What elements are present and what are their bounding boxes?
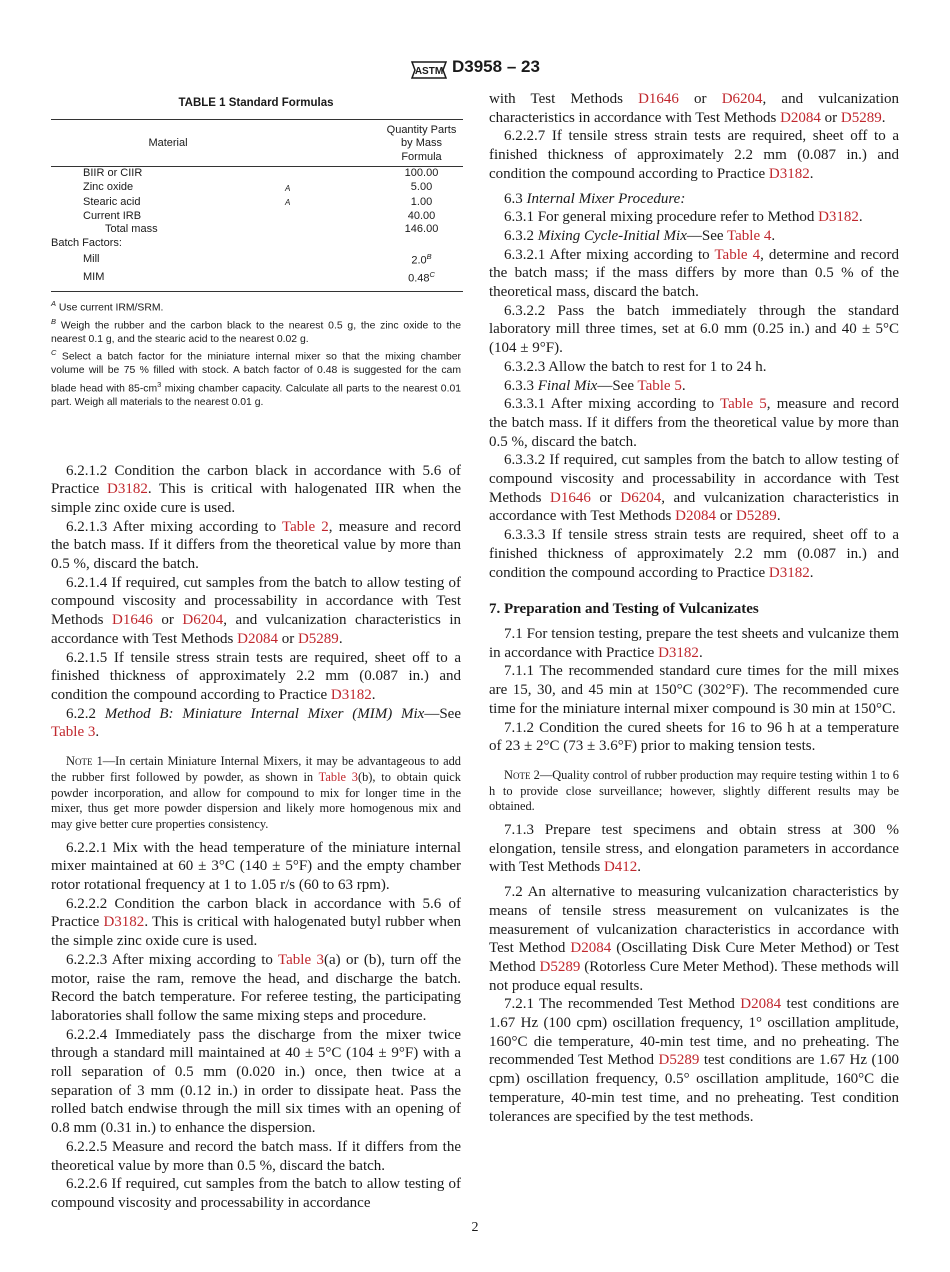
link-d1646[interactable]: D1646 [638,91,679,107]
link-table-3[interactable]: Table 3 [318,769,358,784]
paragraph-7-1: 7.1 For tension testing, prepare the test sheets and vulcanize them in accordance with Practice D3182. [489,625,899,661]
link-d2084[interactable]: D2084 [570,940,612,957]
link-d5289[interactable]: D5289 [297,630,339,647]
right-column [489,90,899,1126]
material-cell: MIM [51,268,285,291]
footnote-marker: B [426,252,432,262]
footnote-a: $^A$ Use current IRM/SRM. [51,298,164,313]
link-d3182[interactable]: D3182 [768,564,810,581]
quantity-cell: 40.00 [407,209,436,222]
standard-formulas-table [51,119,463,292]
paragraph-6-2-1-5: 6.2.1.5 If tensile stress strain tests are required, sheet off to a finished thickness of approximately 2.2 mm (0.087 in.) and condition the compound according to Practice D3182. [51,649,461,703]
table-row [51,223,463,237]
link-d6204[interactable]: D6204 [182,612,224,629]
paragraph-6-2-2-4: 6.2.2.4 Immediately pass the discharge from the mixer twice through a standard mill maintained at 40 ± 5°C (104 ± 9°F) with a roll separation of 0.5 mm (0.020 in.) once, then twice at a separation of 3 mm (0.12 in.) in order to dissipate heat. Pass the rolled batch endwise through the mill six times with an opening of 0.8 mm (0.31 in.) to enhance the dispersion. [51,1026,461,1137]
material-cell: Total mass [105,223,158,236]
material-cell: BIIR or CIIR [83,167,143,180]
paragraph-6-3-3-2: 6.3.3.2 If required, cut samples from the batch to allow testing of compound viscosity and processability in accordance with Test Methods D1646 or D6204, and vulcanization characteristics in accordance with Test Methods D2084 or D5289. [489,452,900,525]
quantity-cell: 5.00 [410,181,433,194]
quantity-cell: 100.00 [404,167,439,180]
link-d3182[interactable]: D3182 [818,209,859,226]
link-d2084[interactable]: D2084 [675,508,716,525]
table-row [51,250,463,268]
link-d3182[interactable]: D3182 [330,686,372,703]
footnote-b: $^B$ Weigh the rubber and the carbon black to the nearest 0.5 g, the zinc oxide to the nearest 0.1 g, and the stearic acid to the nearest 0.02 g. [51,316,461,345]
table-row [51,210,463,224]
paragraph-7-1-3: 7.1.3 Prepare test specimens and obtain stress at 300 % elongation, tensile stress, and elongation parameters in accordance with Test Methods D412. [489,822,899,876]
link-d1646[interactable]: D1646 [550,489,591,506]
table-row [51,268,463,291]
link-d2084[interactable]: D2084 [740,996,782,1013]
link-d3182[interactable]: D3182 [106,481,148,498]
quantity-cell: $0.48^C$ [380,268,463,291]
link-d6204[interactable]: D6204 [620,489,662,506]
link-table-3[interactable]: Table 3 [278,951,324,968]
paragraph-6-3-1: 6.3.1 For general mixing procedure refer to Method D3182. [504,209,863,226]
link-d2084[interactable]: D2084 [780,109,821,126]
astm-logo-icon [410,56,448,84]
paragraph-6-3-2: 6.3.2 Mixing Cycle-Initial Mix—See Table 4. [504,227,776,244]
quantity-cell: 146.00 [404,223,439,236]
link-table-5[interactable]: Table 5 [637,377,682,394]
page-number: 2 [471,1220,479,1235]
quantity-cell: $2.0^B$ [411,252,432,267]
link-d2084[interactable]: D2084 [237,630,278,647]
link-d412[interactable]: D412 [603,859,638,876]
table-footnotes [51,297,461,410]
material-cell: Current IRB [83,209,142,222]
document-id: D3958 – 23 [452,57,540,76]
link-d3182[interactable]: D3182 [103,914,145,931]
footnote-marker: C [429,270,435,280]
footnote-marker: A [285,183,291,193]
link-d6204[interactable]: D6204 [721,91,763,107]
paragraph-7-2: 7.2 An alternative to measuring vulcanization characteristics by means of tensile stress measurement on vulcanizates is the measurement of vulcanization characteristics in accordance with Test Method D2084 (Oscillating Disk Cure Meter Method) or Test Method D5289 (Rotorless Cure Meter Method). These methods will not produce equal results. [489,884,899,994]
table-row [51,195,463,210]
link-table-3[interactable]: Table 3 [51,724,96,741]
left-body-text [51,462,461,1213]
note-2: Note 2—Quality control of rubber production may require testing within 1 to 6 h to provide close surveillance; however, slightly different results may be obtained. [489,767,899,814]
footnote-c: $^C$ Select a batch factor for the miniature internal mixer so that the mixing chamber volume will be 75 % filled with stock. A batch factor of 0.48 is suggested for the cam blade head with $85-cm^3$ mixing chamber capacity. Calculate all parts to the nearest 0.01 part. Weigh all materials to the nearest 0.01 g. [51,348,462,408]
table-title: TABLE 1 Standard Formulas [178,97,334,109]
paragraph-6-2-2-3: 6.2.2.3 After mixing according to Table 3(a) or (b), turn off the motor, raise the ram, remove the head, and discharge the batch. Record the batch temperature. For referee testing, the participating laboratories shall follow the same mixing steps and procedure. [51,951,461,1024]
link-d1646[interactable]: D1646 [112,612,153,629]
material-cell: Batch Factors: [51,236,122,249]
paragraph-6-2-2: 6.2.2 Method B: Miniature Internal Mixer (MIM) Mix—See Table 3. [51,705,461,741]
footnote-marker: A [285,198,291,208]
link-table-4[interactable]: Table 4 [727,227,772,244]
logo-text: ASTM [414,66,444,77]
paragraph-6-2-2-2: 6.2.2.2 Condition the carbon black in accordance with 5.6 of Practice D3182. This is critical with halogenated butyl rubber when the simple zinc oxide cure is used. [51,895,461,950]
paragraph-7-2-1: 7.2.1 The recommended Test Method D2084 test conditions are 1.67 Hz (100 cpm) oscillation frequency, 1° oscillation amplitude, 160°C die temperature, 40-min test time, and no preheating. The recommended Test Method D5289 test conditions are 1.67 Hz (100 cpm) oscillation frequency, 0.5° oscillation amplitude, 160°C die temperature, 40-min test time, and no preheating. Test condition tolerances are specified by the test methods. [489,996,899,1125]
link-table-5[interactable]: Table 5 [720,396,767,413]
material-cell: Stearic acid [83,195,141,208]
paragraph-6-2-1-4: 6.2.1.4 If required, cut samples from the batch to allow testing of compound viscosity and processability in accordance with Test Methods D1646 or D6204, and vulcanization characteristics in accordance with Test Methods D2084 or D5289. [51,574,462,647]
left-column [51,90,461,1213]
table-header-row [51,119,463,167]
paragraph-6-2-2-1: 6.2.2.1 Mix with the head temperature of the miniature internal mixer maintained at 60 ± 3°C (140 ± 5°F) and the empty chamber rotor rotational frequency at 1 to 1.05 r/s (60 to 63 rpm). [51,839,461,894]
paragraph-6-2-1-3: 6.2.1.3 After mixing according to Table 2, measure and record the batch mass. If it differs from the theoretical value by more than 0.5 %, discard the batch. [51,518,461,573]
paragraph-6-3-2-1: 6.3.2.1 After mixing according to Table 4, determine and record the batch mass; if the mass differs by more than 0.5 % of the theoretical mass, discard the batch. [489,246,899,301]
note-1: Note 1—In certain Miniature Internal Mixers, it may be advantageous to add the rubber first followed by powder, as shown in Table 3(b), to obtain quick powder incorporation, and allow for compound to mix for longer time in the mixer, thus get more powder dispersion and likely more homogenous mix and may give better cure properties consistency. [51,754,461,831]
paragraph-7-1-2: 7.1.2 Condition the cured sheets for 16 to 96 h at a temperature of 23 ± 2°C (73 ± 3.6°F) prior to making tension tests. [489,719,899,755]
quantity-cell: 1.00 [410,195,433,208]
link-d5289[interactable]: D5289 [840,109,882,126]
link-d3182[interactable]: D3182 [658,644,699,661]
material-column-header: Material [51,119,285,167]
link-d5289[interactable]: D5289 [539,958,581,975]
paragraph-6-2-2-7: 6.2.2.7 If tensile stress strain tests are required, sheet off to a finished thickness of approximately 2.2 mm (0.087 in.) and condition the compound according to Practice D3182. [489,128,899,182]
paragraph-6-3-2-2: 6.3.2.2 Pass the batch immediately through the standard laboratory mill three times, set at 6.0 mm (0.25 in.) and 40 ± 5°C (104 ± 9°F). [489,302,899,357]
paragraph-6-3-3-1: 6.3.3.1 After mixing according to Table 5, measure and record the batch mass. If it differs from the theoretical value by more than 0.5 %, discard the batch. [489,396,899,450]
paragraph-6-2-1-2: 6.2.1.2 Condition the carbon black in accordance with 5.6 of Practice D3182. This is critical with halogenated IIR when the simple zinc oxide cure is used. [51,462,461,516]
table-row [51,167,463,181]
table-row [51,237,463,251]
page-header [0,56,950,84]
link-d3182[interactable]: D3182 [768,165,810,182]
link-table-4[interactable]: Table 4 [714,246,761,263]
section-7-heading: 7. Preparation and Testing of Vulcanizates [489,601,759,618]
paragraph-6-3: 6.3 Internal Mixer Procedure: [504,190,686,207]
paragraph-7-1-1: 7.1.1 The recommended standard cure times for the mill mixes are 15, 30, and 45 min at 150°C (302°F). The recommended cure time for the miniature internal mixer compound is 30 min at 150°C. [489,663,899,717]
link-table-2[interactable]: Table 2 [282,518,329,535]
table-row [51,181,463,196]
paragraph-6-3-3-3: 6.3.3.3 If tensile stress strain tests are required, sheet off to a finished thickness of approximately 2.2 mm (0.087 in.) and condition the compound according to Practice D3182. [489,527,899,581]
link-d5289[interactable]: D5289 [735,508,777,525]
paragraph-6-3-3: 6.3.3 Final Mix—See Table 5. [504,377,686,394]
quantity-column-header: Quantity Parts by Mass Formula [380,119,463,167]
link-d5289[interactable]: D5289 [658,1052,700,1069]
paragraph-6-3-2-3: 6.3.2.3 Allow the batch to rest for 1 to 24 h. [504,358,767,375]
material-cell: Zinc oxide [83,181,134,194]
paragraph-6-2-2-5: 6.2.2.5 Measure and record the batch mass. If it differs from the theoretical value by more than 0.5 %, discard the batch. [51,1138,461,1174]
material-cell: Mill [83,252,100,265]
paragraph-6-2-2-6: 6.2.2.6 If required, cut samples from the batch to allow testing of compound viscosity and processability in accordance [51,1176,461,1211]
paragraph-6-2-2-6-continued: with Test Methods D1646 or D6204, and vulcanization characteristics in accordance with Test Methods D2084 or D5289. [489,91,899,126]
